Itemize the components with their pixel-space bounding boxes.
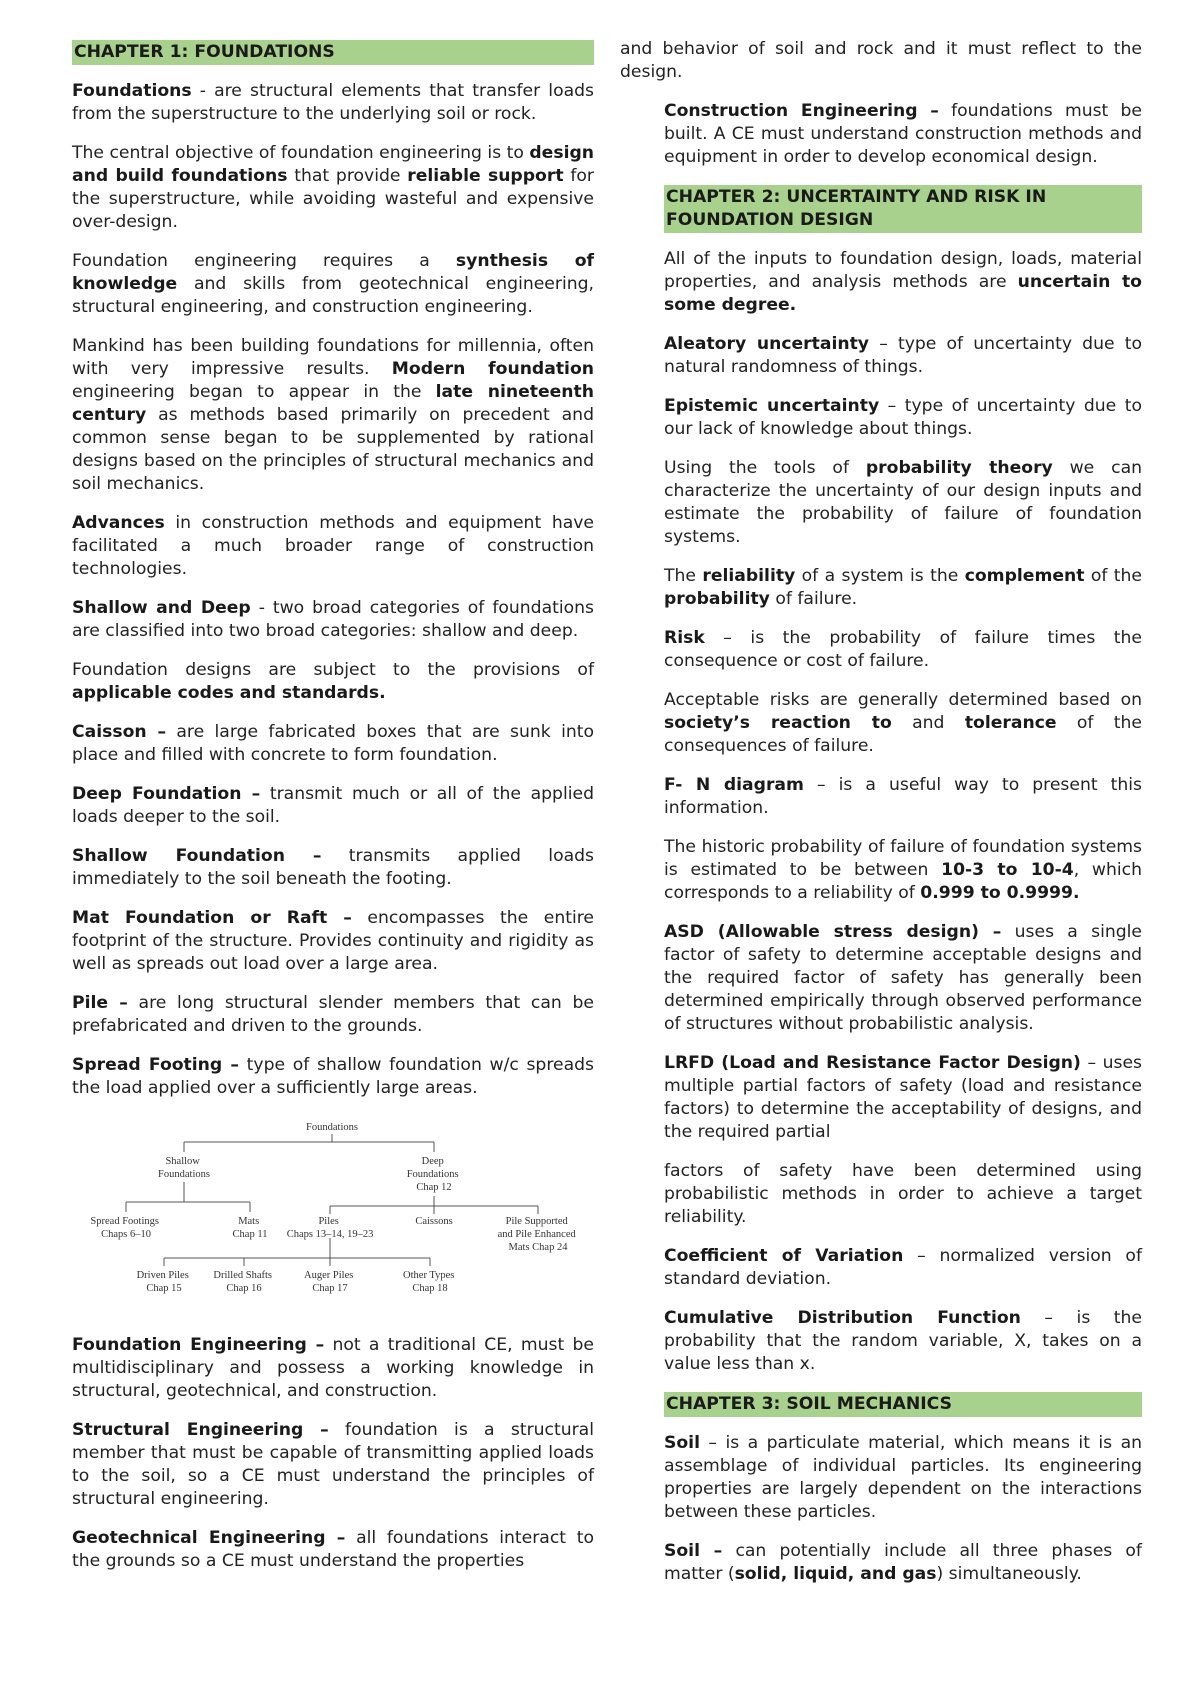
bold-term: Shallow and Deep bbox=[72, 598, 251, 618]
text-run: and behavior of soil and rock and it must reflect to the design. bbox=[620, 39, 1142, 82]
paragraph bbox=[664, 689, 1142, 758]
bold-term: Modern foundation bbox=[391, 359, 594, 379]
text-run: The central objective of foundation engineering is to bbox=[72, 143, 530, 163]
text-run: The historic probability of failure of foundation systems is estimated to be between bbox=[664, 837, 1142, 880]
bold-term: Shallow Foundation – bbox=[72, 846, 322, 866]
text-run: - are structural elements that transfer loads from the superstructure to the underlying soil or rock. bbox=[72, 81, 594, 124]
text-run: factors of safety have been determined using probabilistic methods in order to achieve a target reliability. bbox=[664, 1161, 1142, 1227]
paragraph bbox=[664, 457, 1142, 549]
text-run: of failure. bbox=[769, 589, 858, 609]
bold-term: ASD (Allowable stress design) – bbox=[664, 922, 1002, 942]
paragraph bbox=[72, 783, 594, 829]
bold-term: reliable support bbox=[407, 166, 564, 186]
node-deep-foundations: Deep Foundations Chap 12 bbox=[406, 1156, 459, 1193]
bold-term: Soil – bbox=[664, 1541, 723, 1561]
bold-term: Foundation Engineering – bbox=[72, 1335, 325, 1355]
text-run: transmit much or all of the applied loads deeper to the soil. bbox=[72, 784, 594, 827]
bold-term: F- N diagram bbox=[664, 775, 804, 795]
text-run: transmits applied loads immediately to the soil beneath the footing. bbox=[72, 846, 594, 889]
bold-term: Geotechnical Engineering – bbox=[72, 1528, 346, 1548]
text-run: we can characterize the uncertainty of our design inputs and estimate the probability of failure of foundation systems. bbox=[664, 458, 1142, 547]
text-run: – is the probability of failure times the consequence or cost of failure. bbox=[664, 628, 1142, 671]
bold-term: synthesis of knowledge bbox=[72, 251, 594, 294]
node-caissons: Caissons bbox=[415, 1216, 453, 1227]
node-shallow-foundations: Shallow Foundations bbox=[158, 1156, 210, 1180]
paragraph bbox=[664, 1160, 1142, 1229]
bold-term: Advances bbox=[72, 513, 165, 533]
text-run: All of the inputs to foundation design, loads, material properties, and analysis methods are bbox=[664, 249, 1142, 292]
construction-engineering-paragraph bbox=[620, 100, 1142, 169]
text-run: type of shallow foundation w/c spreads the load applied over a sufficiently large areas. bbox=[72, 1055, 594, 1098]
text-run: foundation is a structural member that must be capable of transmitting applied loads to the soil, so a CE must understand the principles of structural engineering. bbox=[72, 1420, 594, 1509]
bold-term: Soil bbox=[664, 1433, 700, 1453]
paragraph bbox=[664, 565, 1142, 611]
bold-term: design and build foundations bbox=[72, 143, 594, 186]
bold-term: Construction Engineering – bbox=[664, 101, 939, 121]
node-piles: Piles Chaps 13–14, 19–23 bbox=[286, 1216, 374, 1240]
chapter-2-heading: CHAPTER 2: UNCERTAINTY AND RISK IN FOUNDATION DESIGN bbox=[664, 185, 1142, 233]
bold-term: 10-3 to 10-4 bbox=[941, 860, 1074, 880]
paragraph bbox=[72, 1054, 594, 1100]
paragraph bbox=[664, 774, 1142, 820]
bold-term: solid, liquid, and gas bbox=[734, 1564, 937, 1584]
text-run: can potentially include all three phases of matter ( bbox=[664, 1541, 1142, 1584]
bold-term: Mat Foundation or Raft – bbox=[72, 908, 352, 928]
paragraph bbox=[664, 1432, 1142, 1524]
text-run: of the bbox=[1084, 566, 1142, 586]
paragraph bbox=[664, 1052, 1142, 1144]
chapter-1-paragraphs bbox=[72, 80, 594, 1100]
text-run: are large fabricated boxes that are sunk into place and filled with concrete to form foundation. bbox=[72, 722, 595, 765]
paragraph bbox=[72, 597, 594, 643]
paragraph bbox=[664, 836, 1142, 905]
text-run: – normalized version of standard deviation. bbox=[664, 1246, 1142, 1289]
bold-term: probability bbox=[664, 589, 770, 609]
bold-term: tolerance bbox=[964, 713, 1057, 733]
text-run: , which corresponds to a reliability of bbox=[664, 860, 1143, 903]
bold-term: Pile – bbox=[72, 993, 128, 1013]
bold-term: Structural Engineering – bbox=[72, 1420, 329, 1440]
text-run: uses a single factor of safety to determine acceptable designs and the required factor of safety has generally been determined empirically through observed performance of structures without probabilistic analysis. bbox=[664, 922, 1142, 1034]
text-run: are long structural slender members that can be prefabricated and driven to the grounds. bbox=[72, 993, 594, 1036]
text-run: – type of uncertainty due to our lack of knowledge about things. bbox=[664, 396, 1142, 439]
text-run: as methods based primarily on precedent and common sense began to be supplemented by rational designs based on the principles of structural mechanics and soil mechanics. bbox=[72, 405, 594, 494]
chapter-1-heading: CHAPTER 1: FOUNDATIONS bbox=[72, 40, 594, 65]
chapter-3-heading: CHAPTER 3: SOIL MECHANICS bbox=[664, 1392, 1142, 1417]
text-run: engineering began to appear in the bbox=[72, 382, 436, 402]
node-foundations: Foundations bbox=[306, 1122, 358, 1133]
bold-term: Cumulative Distribution Function bbox=[664, 1308, 1021, 1328]
text-run: – is a useful way to present this information. bbox=[664, 775, 1142, 818]
bold-term: society’s reaction to bbox=[664, 713, 892, 733]
paragraph bbox=[664, 333, 1142, 379]
node-pile-supported-mats: Pile Supported and Pile Enhanced Mats Chap 24 bbox=[497, 1216, 576, 1253]
paragraph bbox=[72, 992, 594, 1038]
text-run: Using the tools of bbox=[664, 458, 866, 478]
text-run: – uses multiple partial factors of safety (load and resistance factors) to determine the acceptability of designs, and the required partial bbox=[664, 1053, 1142, 1142]
node-spread-footings: Spread Footings Chaps 6–10 bbox=[90, 1216, 159, 1240]
paragraph bbox=[664, 1540, 1142, 1586]
bold-term: Epistemic uncertainty bbox=[664, 396, 880, 416]
paragraph bbox=[664, 627, 1142, 673]
paragraph bbox=[72, 659, 594, 705]
text-run: of the consequences of failure. bbox=[664, 713, 1143, 756]
text-run: – is a particulate material, which means it is an assemblage of individual particles. Its engineering properties are largely dependent on the interactions between these particles. bbox=[664, 1433, 1142, 1522]
paragraph bbox=[72, 512, 594, 581]
text-run: all foundations interact to the grounds so a CE must understand the properties bbox=[72, 1528, 594, 1571]
engineering-disciplines-paragraphs bbox=[72, 1334, 594, 1573]
bold-term: applicable codes and standards. bbox=[72, 683, 386, 703]
text-run: for the superstructure, while avoiding wasteful and expensive over-design. bbox=[72, 166, 594, 232]
paragraph bbox=[620, 38, 1142, 84]
chapter-2-paragraphs bbox=[664, 248, 1142, 1376]
bold-term: Caisson – bbox=[72, 722, 167, 742]
paragraph bbox=[72, 1527, 594, 1573]
text-run: foundations must be built. A CE must understand construction methods and equipment in order to develop economical design. bbox=[664, 101, 1142, 167]
foundation-types-diagram bbox=[72, 1116, 594, 1312]
bold-term: Foundations bbox=[72, 81, 192, 101]
text-run: Mankind has been building foundations for millennia, often with very impressive results. bbox=[72, 336, 594, 379]
paragraph bbox=[72, 335, 594, 496]
bold-term: complement bbox=[964, 566, 1085, 586]
node-mats: Mats Chap 11 bbox=[232, 1216, 268, 1240]
text-run: encompasses the entire footprint of the structure. Provides continuity and rigidity as well as spreads out load over a large area. bbox=[72, 908, 594, 974]
paragraph bbox=[72, 1419, 594, 1511]
bold-term: LRFD (Load and Resistance Factor Design) bbox=[664, 1053, 1081, 1073]
paragraph bbox=[72, 80, 594, 126]
right-column bbox=[620, 40, 1142, 1602]
paragraph bbox=[72, 142, 594, 234]
paragraph bbox=[664, 248, 1142, 317]
text-run: that provide bbox=[287, 166, 408, 186]
paragraph bbox=[664, 1245, 1142, 1291]
text-run: and skills from geotechnical engineering, structural engineering, and construction engineering. bbox=[72, 274, 594, 317]
text-run: – is the probability that the random variable, X, takes on a value less than x. bbox=[664, 1308, 1143, 1374]
chapter-3-paragraphs bbox=[664, 1432, 1142, 1586]
paragraph bbox=[72, 721, 594, 767]
text-run: ) simultaneously. bbox=[936, 1564, 1082, 1584]
bold-term: uncertain to some degree. bbox=[664, 272, 1142, 315]
paragraph bbox=[664, 1307, 1142, 1376]
paragraph bbox=[72, 1334, 594, 1403]
bold-term: Deep Foundation – bbox=[72, 784, 261, 804]
text-run: Foundation designs are subject to the provisions of bbox=[72, 660, 594, 680]
paragraph bbox=[72, 250, 594, 319]
text-run: - two broad categories of foundations are classified into two broad categories: shallow and deep. bbox=[72, 598, 595, 641]
continued-paragraph bbox=[620, 38, 1142, 84]
bold-term: probability theory bbox=[865, 458, 1053, 478]
text-run: Foundation engineering requires a bbox=[72, 251, 456, 271]
node-driven-piles: Driven Piles Chap 15 bbox=[136, 1270, 189, 1294]
node-other-types: Other Types Chap 18 bbox=[403, 1270, 455, 1294]
text-run: – type of uncertainty due to natural randomness of things. bbox=[664, 334, 1142, 377]
paragraph bbox=[72, 907, 594, 976]
node-drilled-shafts: Drilled Shafts Chap 16 bbox=[213, 1270, 272, 1294]
text-run: not a traditional CE, must be multidisciplinary and possess a working knowledge in structural, geotechnical, and construction. bbox=[72, 1335, 594, 1401]
paragraph bbox=[72, 845, 594, 891]
bold-term: 0.999 to 0.9999. bbox=[920, 883, 1080, 903]
left-column bbox=[72, 40, 594, 1589]
text-run: of a system is the bbox=[795, 566, 965, 586]
text-run: in construction methods and equipment have facilitated a much broader range of construction technologies. bbox=[72, 513, 594, 579]
text-run: Acceptable risks are generally determined based on bbox=[664, 690, 1142, 710]
bold-term: Coefficient of Variation bbox=[664, 1246, 904, 1266]
bold-term: Spread Footing – bbox=[72, 1055, 239, 1075]
node-auger-piles: Auger Piles Chap 17 bbox=[304, 1270, 354, 1294]
bold-term: Aleatory uncertainty bbox=[664, 334, 870, 354]
bold-term: late nineteenth century bbox=[72, 382, 594, 425]
paragraph bbox=[664, 921, 1142, 1036]
paragraph bbox=[664, 100, 1142, 169]
bold-term: reliability bbox=[702, 566, 796, 586]
text-run: The bbox=[664, 566, 703, 586]
paragraph bbox=[664, 395, 1142, 441]
text-run: and bbox=[891, 713, 965, 733]
bold-term: Risk bbox=[664, 628, 705, 648]
